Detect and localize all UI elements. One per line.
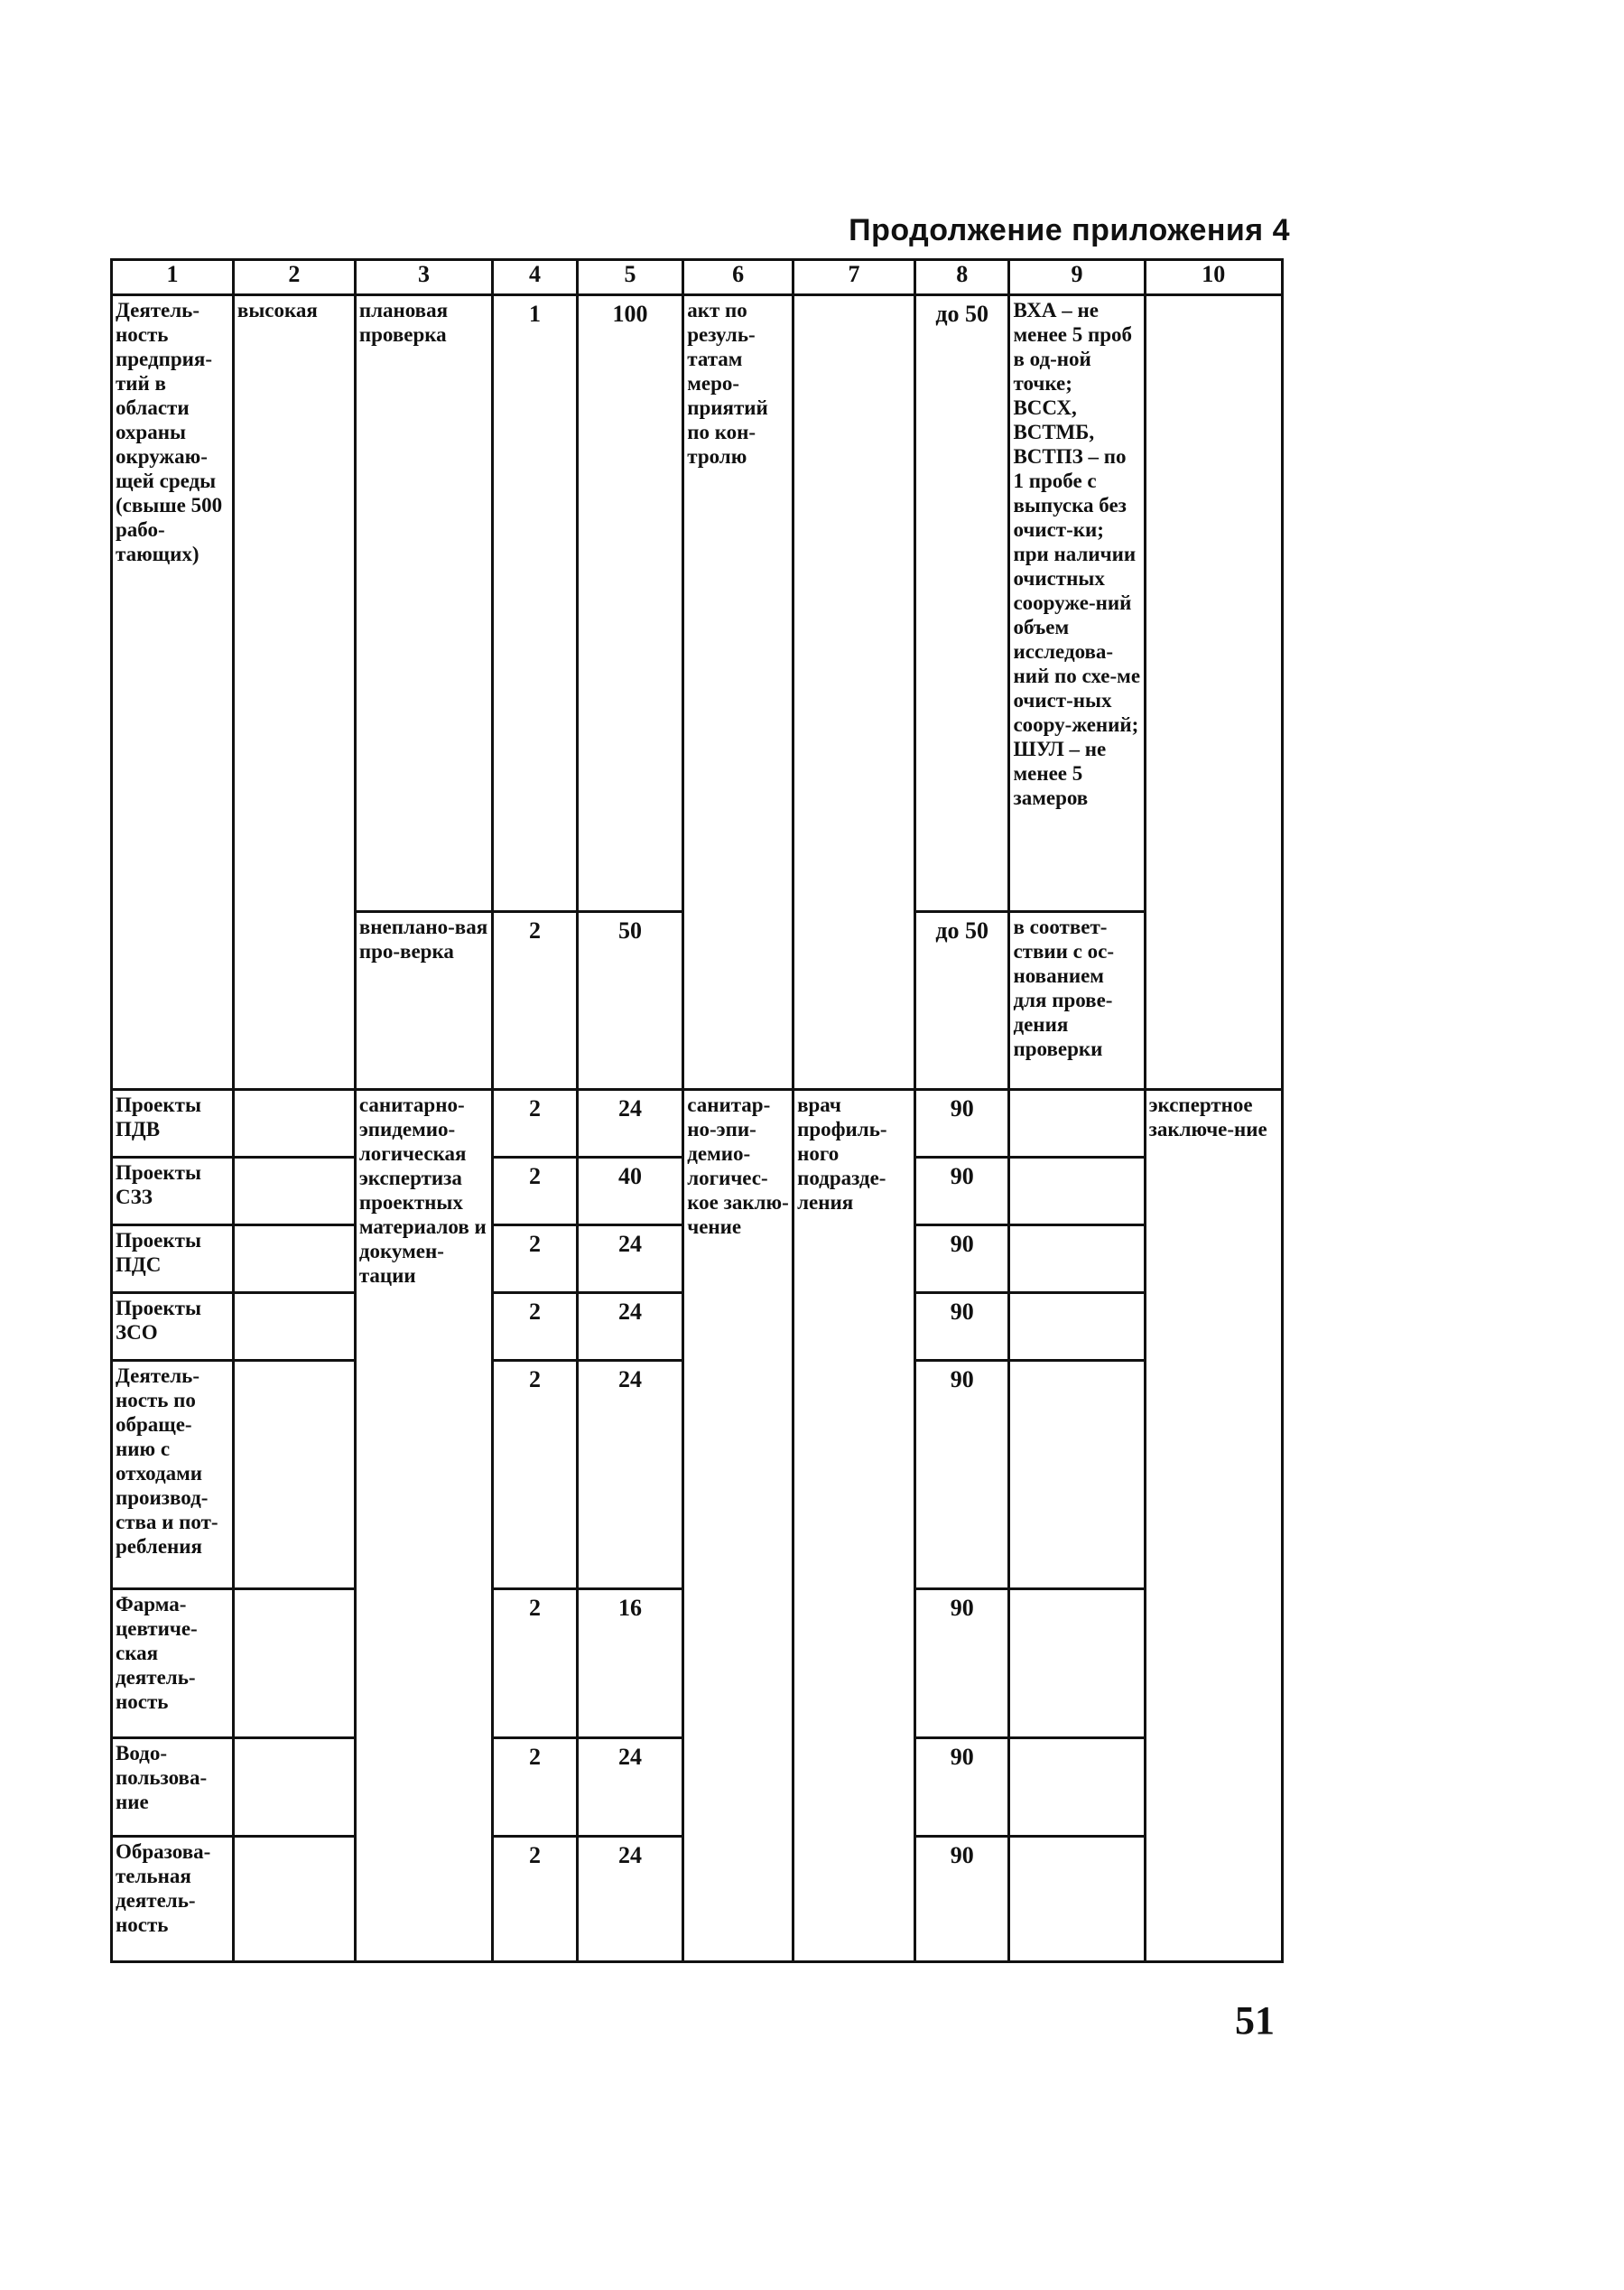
value-cell: 100 [577,295,683,912]
risk-level-cell [233,1090,355,1158]
document-cell: акт по резуль-татам меро-приятий по кон-тролю [683,295,793,1090]
count-cell: 2 [493,1589,578,1738]
activity-type-cell: Образова-тельная деятель-ность [112,1837,234,1962]
count-cell: 1 [493,295,578,912]
column-header: 8 [915,260,1009,295]
result-cell [1145,295,1282,1090]
activity-type-cell: Проекты ПДС [112,1225,234,1293]
activity-type-cell: Водо-пользова-ние [112,1738,234,1837]
table-row [112,295,1283,912]
inspection-type-cell: санитарно-эпидемио-логическая экспертиза проектных материалов и докумен-тации [355,1090,492,1361]
scope-cell [1009,1293,1145,1361]
count-cell: 2 [493,1361,578,1589]
scope-cell [1009,1361,1145,1589]
term-cell: до 50 [915,295,1009,912]
document-cell: санитар-но-эпи-демио-логичес-кое заклю-чение [683,1090,793,1962]
value-cell: 40 [577,1158,683,1225]
column-header: 1 [112,260,234,295]
column-header: 4 [493,260,578,295]
term-cell: 90 [915,1589,1009,1738]
risk-level-cell [233,1361,355,1589]
column-header: 2 [233,260,355,295]
value-cell: 24 [577,1361,683,1589]
scope-cell [1009,1225,1145,1293]
column-number-row [112,260,1283,295]
value-cell: 24 [577,1738,683,1837]
column-header: 7 [793,260,915,295]
inspection-type-cell [355,1361,492,1962]
value-cell: 24 [577,1225,683,1293]
risk-level-cell [233,1589,355,1738]
column-header: 5 [577,260,683,295]
page-number: 51 [1235,1998,1275,2043]
column-header: 3 [355,260,492,295]
risk-level-cell: высокая [233,295,355,1090]
risk-level-cell [233,1293,355,1361]
count-cell: 2 [493,1738,578,1837]
appendix-table [110,258,1284,1963]
count-cell: 2 [493,1293,578,1361]
activity-type-cell: Проекты СЗЗ [112,1158,234,1225]
risk-level-cell [233,1837,355,1962]
term-cell: 90 [915,1361,1009,1589]
value-cell: 50 [577,912,683,1090]
count-cell: 2 [493,1225,578,1293]
scope-cell [1009,1158,1145,1225]
scope-cell [1009,1589,1145,1738]
term-cell: 90 [915,1158,1009,1225]
column-header: 9 [1009,260,1145,295]
scope-cell: в соответ-ствии с ос-нованием для прове-дения проверки [1009,912,1145,1090]
column-header: 10 [1145,260,1282,295]
scope-cell [1009,1837,1145,1962]
activity-type-cell: Проекты ЗСО [112,1293,234,1361]
inspection-type-cell: плановая проверка [355,295,492,912]
term-cell: 90 [915,1090,1009,1158]
activity-type-cell: Деятель-ность по обраще-нию с отходами производ-ства и пот-ребления [112,1361,234,1589]
term-cell: 90 [915,1293,1009,1361]
activity-type-cell: Проекты ПДВ [112,1090,234,1158]
specialist-cell [793,295,915,1090]
value-cell: 16 [577,1589,683,1738]
term-cell: 90 [915,1837,1009,1962]
scope-cell [1009,1090,1145,1158]
result-cell: экспертное заключе-ние [1145,1090,1282,1962]
scope-cell [1009,1738,1145,1837]
count-cell: 2 [493,912,578,1090]
value-cell: 24 [577,1090,683,1158]
scope-cell: ВХА – не менее 5 проб в од-ной точке; ВССХ, ВСТМБ, ВСТПЗ – по 1 пробе с выпуска без очист-ки; при наличии очистных сооруже-ний объем исследова-ний по схе-ме очист-ных соору-жений; ШУЛ – не менее 5 замеров [1009,295,1145,912]
count-cell: 2 [493,1158,578,1225]
table-row [112,1090,1283,1158]
value-cell: 24 [577,1293,683,1361]
count-cell: 2 [493,1837,578,1962]
count-cell: 2 [493,1090,578,1158]
term-cell: до 50 [915,912,1009,1090]
term-cell: 90 [915,1225,1009,1293]
risk-level-cell [233,1225,355,1293]
term-cell: 90 [915,1738,1009,1837]
column-header: 6 [683,260,793,295]
activity-type-cell: Фарма-цевтиче-ская деятель-ность [112,1589,234,1738]
inspection-type-cell: внеплано-вая про-верка [355,912,492,1090]
appendix-continuation-caption: Продолжение приложения 4 [849,213,1290,247]
value-cell: 24 [577,1837,683,1962]
risk-level-cell [233,1158,355,1225]
activity-type-cell: Деятель-ность предприя-тий в области охраны окружаю-щей среды (свыше 500 рабо-тающих) [112,295,234,1090]
risk-level-cell [233,1738,355,1837]
specialist-cell: врач профиль-ного подразде-ления [793,1090,915,1962]
